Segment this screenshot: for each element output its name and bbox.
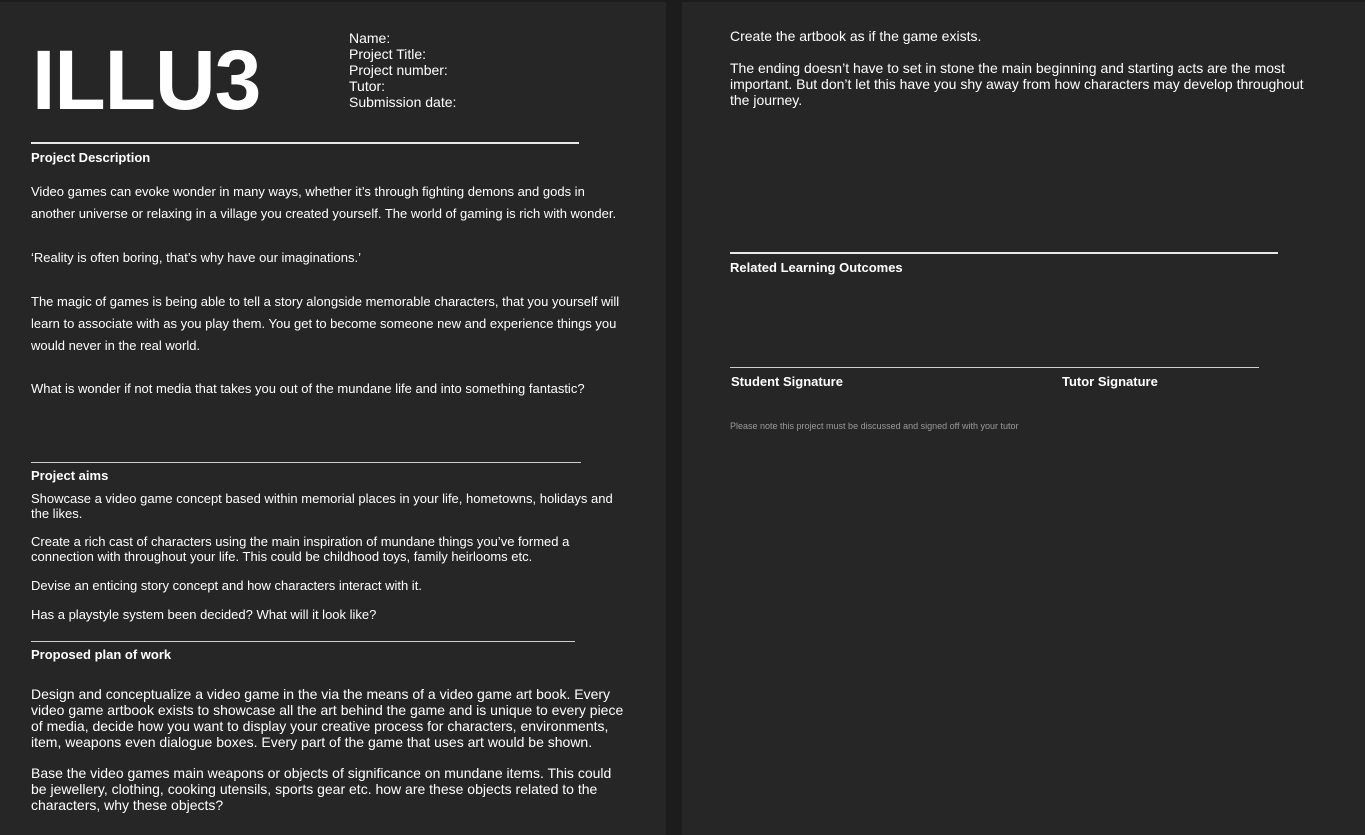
project-meta (349, 30, 456, 110)
aims-item: Create a rich cast of characters using the main inspiration of mundane things you’ve formed a connection with throughout your life. This could be childhood toys, family heirlooms etc. (31, 534, 570, 564)
description-quote: ‘Reality is often boring, that’s why have our imaginations.’ (31, 250, 361, 265)
ending-instruction: The ending doesn’t have to set in stone the main beginning and starting acts are the most important. But don’t let this have you shy away from how characters may develop throughout the journey. (730, 60, 1304, 108)
plan-paragraph: Base the video games main weapons or objects of significance on mundane items. This could be jewellery, clothing, cooking utensils, sports gear etc. how are these objects related to the characters, why these objects? (31, 765, 612, 813)
project-number-label: Project number: (349, 62, 448, 78)
plan-of-work-heading: Proposed plan of work (31, 647, 172, 662)
tutor-signature-label: Tutor Signature (1062, 374, 1158, 389)
student-signature-label: Student Signature (731, 374, 843, 389)
aims-item: Has a playstyle system been decided? What will it look like? (31, 607, 377, 622)
divider (730, 252, 1278, 254)
document-page-right (682, 2, 1365, 835)
course-logo: ILLU3 (32, 33, 261, 127)
aims-item: Devise an enticing story concept and how characters interact with it. (31, 578, 422, 593)
tutor-label: Tutor: (349, 78, 386, 94)
submission-date-label: Submission date: (349, 94, 457, 110)
project-description-heading: Project Description (31, 150, 151, 165)
signoff-note: Please note this project must be discussed and signed off with your tutor (730, 421, 1019, 431)
project-aims-heading: Project aims (31, 468, 109, 483)
document-page-left (0, 2, 666, 835)
description-paragraph: The magic of games is being able to tell a story alongside memorable characters, that you yourself will learn to associate with as you play them. You get to become someone new and experience things you would never in the real world. (31, 294, 620, 353)
learning-outcomes-heading: Related Learning Outcomes (730, 260, 903, 275)
divider (31, 462, 581, 463)
aims-item: Showcase a video game concept based within memorial places in your life, hometowns, holidays and the likes. (31, 491, 613, 521)
project-title-label: Project Title: (349, 46, 427, 62)
description-paragraph: Video games can evoke wonder in many ways, whether it’s through fighting demons and gods in another universe or relaxing in a village you created yourself. The world of gaming is rich with wonder. (31, 184, 617, 221)
description-paragraph: What is wonder if not media that takes you out of the mundane life and into something fantastic? (31, 381, 585, 396)
plan-paragraph: Design and conceptualize a video game in the via the means of a video game art book. Every video game artbook exists to showcase all the art behind the game and is unique to every piece of media, decide how you want to display your creative process for characters, environments, item, weapons even dialogue boxes. Every part of the game that uses art would be shown. (31, 686, 624, 750)
artbook-instruction: Create the artbook as if the game exists. (730, 28, 982, 44)
name-label: Name: (349, 30, 391, 46)
divider (31, 641, 575, 642)
divider (31, 142, 579, 144)
signature-line (730, 367, 1259, 368)
